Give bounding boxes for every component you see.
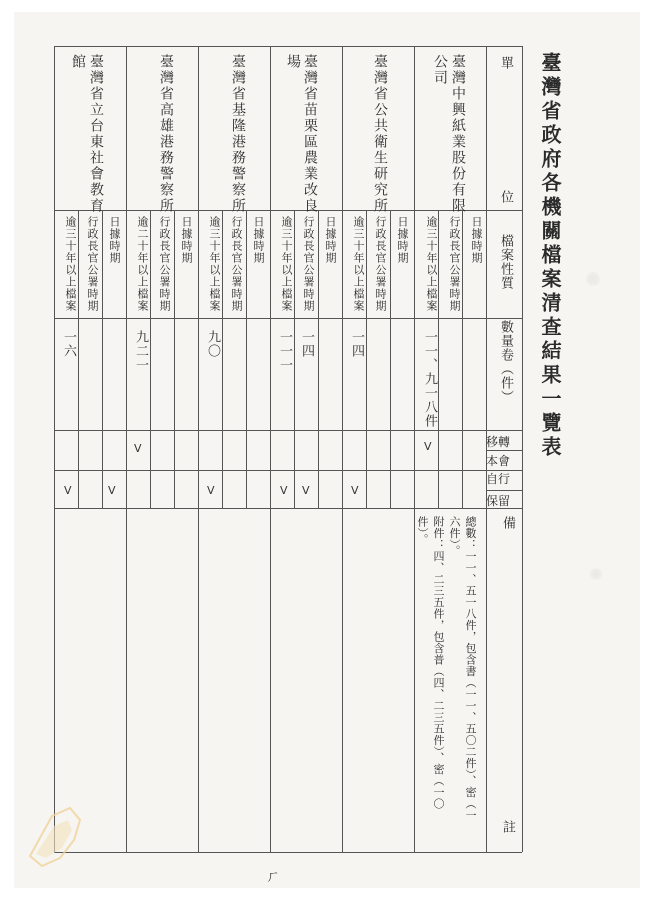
period-separator	[174, 210, 175, 508]
column-separator	[54, 470, 522, 471]
unit-separator	[126, 46, 127, 852]
quantity-cell: 一一一	[277, 330, 292, 372]
unit-name: 臺灣中興紙業股份有限	[450, 54, 466, 214]
header-unit-2: 位	[498, 190, 513, 204]
remark-line: 件）。	[416, 516, 429, 545]
period-cell: 逾三十年以上檔案	[352, 216, 365, 312]
unit-separator	[198, 46, 199, 852]
transfer-check: V	[134, 442, 142, 455]
logo-fill	[36, 820, 72, 858]
quantity-cell: 一六	[61, 330, 76, 358]
period-cell: 日據時期	[470, 216, 483, 264]
period-cell: 日據時期	[324, 216, 337, 264]
header-self-top: 自行	[486, 472, 511, 486]
retain-check: V	[207, 484, 215, 497]
retain-check: V	[64, 484, 72, 497]
unit-name-cont: 公司	[432, 54, 448, 86]
quantity-cell: 一一、九一八件	[422, 330, 437, 428]
period-cell: 日據時期	[396, 216, 409, 264]
unit-name: 臺灣省基隆港務警察所	[230, 54, 246, 214]
period-separator	[102, 210, 103, 508]
page-mark: ㄏ	[266, 869, 280, 885]
period-separator	[294, 210, 295, 508]
period-cell: 逾三十年以上檔案	[425, 216, 438, 312]
unit-name: 臺灣省高雄港務警察所	[158, 54, 174, 214]
column-separator	[54, 430, 522, 431]
period-cell: 行政長官公署時期	[86, 216, 99, 312]
header-subdivider	[486, 490, 522, 491]
period-cell: 行政長官公署時期	[302, 216, 315, 312]
transfer-check: V	[424, 440, 432, 453]
table-border-right	[522, 46, 523, 852]
quantity-cell: 一四	[349, 330, 364, 358]
unit-separator	[342, 46, 343, 852]
retain-check: V	[280, 484, 288, 497]
column-separator	[54, 508, 522, 509]
paper-spot	[586, 272, 600, 286]
header-transfer-bottom: 本會	[486, 454, 511, 468]
unit-separator	[270, 46, 271, 852]
period-cell: 日據時期	[180, 216, 193, 264]
header-quantity: 數量卷（件）	[498, 320, 513, 404]
period-cell: 日據時期	[108, 216, 121, 264]
remark-line: 六件）。	[448, 516, 461, 557]
table-border-top	[54, 46, 522, 47]
remark-line: 總數：一一、五一八件，包含書（一一、五〇二件）、密（一	[464, 516, 477, 821]
period-separator	[246, 210, 247, 508]
header-nature: 檔案性質	[498, 234, 513, 290]
paper-spot	[590, 568, 602, 580]
period-cell: 行政長官公署時期	[374, 216, 387, 312]
period-separator	[390, 210, 391, 508]
period-separator	[150, 210, 151, 508]
period-cell: 行政長官公署時期	[448, 216, 461, 312]
header-transfer-top: 移轉	[486, 435, 511, 449]
archive-logo-watermark	[22, 796, 92, 876]
period-separator	[222, 210, 223, 508]
quantity-cell: 九二一	[133, 330, 148, 372]
quantity-cell: 九〇	[205, 330, 220, 358]
table-border-bottom	[54, 852, 522, 853]
period-separator	[78, 210, 79, 508]
period-cell: 行政長官公署時期	[230, 216, 243, 312]
unit-name: 臺灣省公共衛生研究所	[372, 54, 388, 214]
period-cell: 逾二十年以上檔案	[136, 216, 149, 312]
period-cell: 行政長官公署時期	[158, 216, 171, 312]
unit-name: 臺灣省苗栗區農業改良	[302, 54, 318, 214]
period-cell: 逾三十年以上檔案	[280, 216, 293, 312]
quantity-cell: 一四	[299, 330, 314, 358]
retain-check: V	[108, 484, 116, 497]
remark-line: 附件：四、二三五件，包含普（四、二三五件）、密（一〇	[432, 516, 445, 810]
column-separator	[54, 318, 522, 319]
header-unit-1: 單	[498, 56, 513, 70]
period-separator	[462, 210, 463, 508]
retain-check: V	[302, 484, 310, 497]
header-self-bottom: 保留	[486, 494, 511, 508]
page-title: 臺灣省政府各機關檔案清查結果一覽表	[538, 52, 562, 460]
unit-separator	[414, 46, 415, 852]
period-separator	[318, 210, 319, 508]
period-cell: 逾三十年以上檔案	[208, 216, 221, 312]
unit-name-cont: 館	[70, 54, 86, 70]
header-remarks-2: 註	[500, 820, 515, 834]
header-remarks-1: 備	[500, 516, 515, 530]
unit-name-cont: 場	[285, 54, 301, 70]
table-border-left	[54, 46, 55, 852]
period-separator	[366, 210, 367, 508]
period-cell: 日據時期	[252, 216, 265, 264]
header-subdivider	[486, 450, 522, 451]
period-cell: 逾三十年以上檔案	[64, 216, 77, 312]
unit-name: 臺灣省立台東社會教育	[88, 54, 104, 214]
retain-check: V	[351, 484, 359, 497]
